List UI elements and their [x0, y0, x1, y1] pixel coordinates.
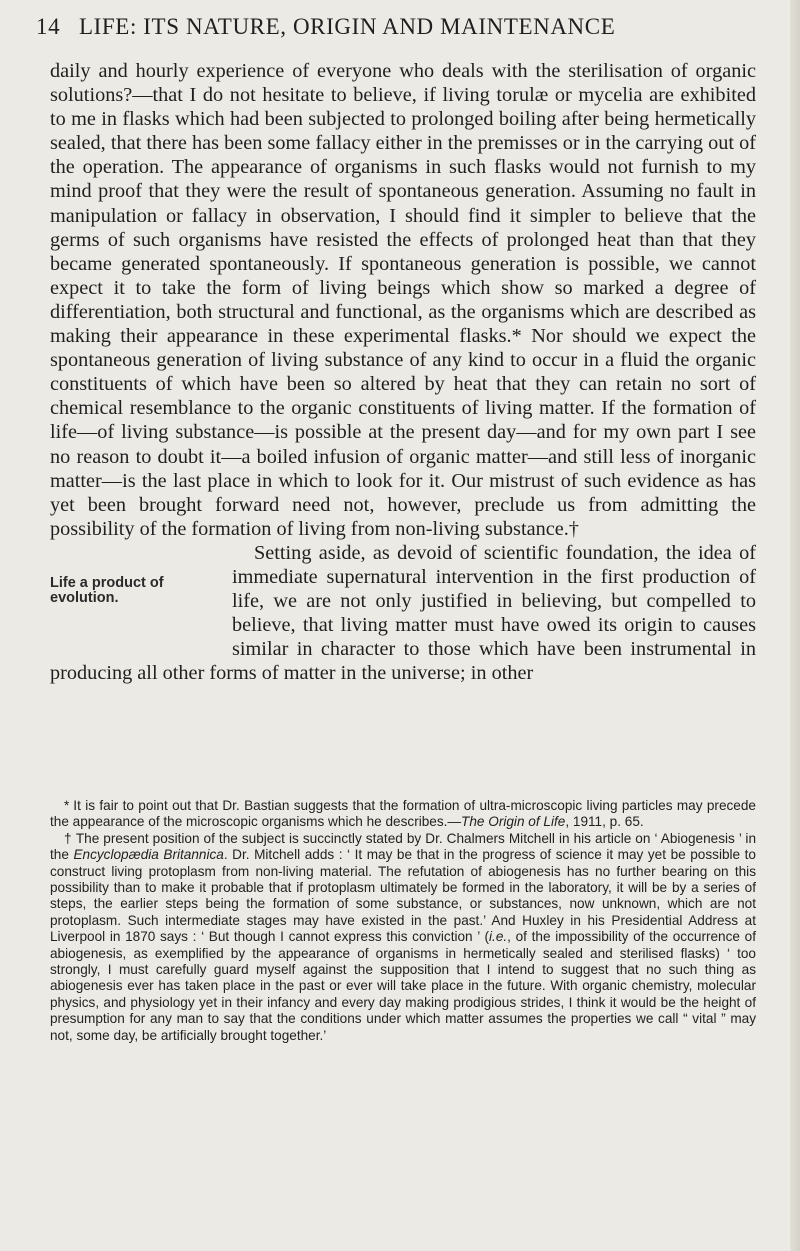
paragraph-text: Nor should we expect the spontaneous generation of living substance of any kind to occur in a fluid the organic constituents of which have been so altered by heat that they can retain no sort of chemical resemblance to the organic constituents of living matter. If the formation of life—of living substance—is possible at the present day—and for my own part I see no reason to doubt it—a boiled infusion of organic matter—and still less of inorganic matter—is the last place in which to look for it. Our mistrust of such evidence as has yet been brought forward need not, however, preclude us from admitting the possibility of the formation of living from non-living substance. — [50, 325, 756, 540]
abbreviation: i.e. — [489, 929, 508, 945]
paragraph-continued — [50, 59, 756, 541]
footnote-text: , of the impossibility of the occurrence of abiogenesis, as exemplified by the appearance of organisms in hermetically sealed and sterilised flasks) ‘ too strongly, I must carefully guard myself against the supposition that I intend to suggest that no such thing as abiogenesis ever has taken place in the past or ever will take place in the future. With organic chemistry, molecular physics, and physiology yet in their infancy and every day making prodigious strides, I think it would be the height of presumption for any man to say that the conditions under which matter assumes the properties we call “ vital ” may not, some day, be artificially brought together.’ — [50, 929, 756, 1043]
footnotes — [50, 798, 756, 1044]
margin-sidenote: Life a product of evolution. — [50, 574, 164, 606]
footnote-mark: * — [64, 798, 70, 813]
footnote-text: It is fair to point out that Dr. Bastian suggests that the formation of ultra-microscopic living particles may precede the appearance of the microscopic organisms which he describes.— — [50, 798, 756, 830]
paragraph-text: Setting aside, as devoid of scientific foundation, the idea of immediate supernatural intervention in the first production of life, we are not only justified in believing, but compelled to believe, that living matter must have owed its origin to causes similar in character to those which have been instrumental in producing all other forms of matter in the universe; in other — [50, 541, 756, 685]
page-number: 14 — [36, 14, 61, 39]
footnote-mark: † — [64, 830, 72, 846]
footnote-2 — [50, 831, 756, 1044]
footnote-text: . Dr. Mitchell adds : ‘ It may be that in the progress of science it may yet be possible to construct living protoplasm from non-living material. The refutation of abiogenesis has no further bearing on this possibility than to make it probable that if protoplasm ultimately be formed in the laboratory, it will be by a series of steps, the earlier steps being the formation of some substance, or substances, now unknown, which are not protoplasm. Such intermediate stages may have existed in the past.’ And Huxley in his Presidential Address at Liverpool in 1870 says : ‘ But though I cannot express this conviction ’ ( — [50, 847, 756, 945]
running-title: LIFE: ITS NATURE, ORIGIN AND MAINTENANCE — [79, 14, 616, 39]
footnote-ref-dagger: † — [568, 517, 579, 540]
body-text — [50, 59, 756, 685]
footnote-text: The present position of the subject is succinctly stated by Dr. Chalmers Mitchell in his article on ‘ Abiogenesis ’ in the — [50, 830, 757, 863]
footnote-text: , 1911, p. 65. — [565, 814, 644, 830]
running-header — [36, 14, 726, 50]
book-title: The Origin of Life — [461, 814, 566, 830]
page-edge — [790, 0, 800, 1251]
paragraph — [50, 541, 756, 686]
footnote-1 — [50, 798, 756, 831]
encyclopedia-title: Encyclopædia Britannica — [73, 847, 224, 863]
footnote-ref-star: * — [511, 325, 522, 348]
paragraph-text: daily and hourly experience of everyone who deals with the sterilisation of organic solutions?—that I do not hesitate to believe, if living torulæ or mycelia are exhibited to me in flasks which had been subjected to prolonged boiling after being hermetically sealed, that there has been some fallacy either in the premisses or in the carrying out of the operation. The appearance of organisms in such flasks would not furnish to my mind proof that they were the result of spontaneous generation. Assuming no fault in manipulation or fallacy in observation, I should find it simpler to believe that the germs of such organisms have resisted the effects of prolonged heat than that they became generated spontaneously. If spontaneous generation is possible, we cannot expect it to take the form of living beings which show so marked a degree of differentiation, both structural and functional, as the organisms which are described as making their appearance in these experimental flasks. — [50, 60, 756, 348]
